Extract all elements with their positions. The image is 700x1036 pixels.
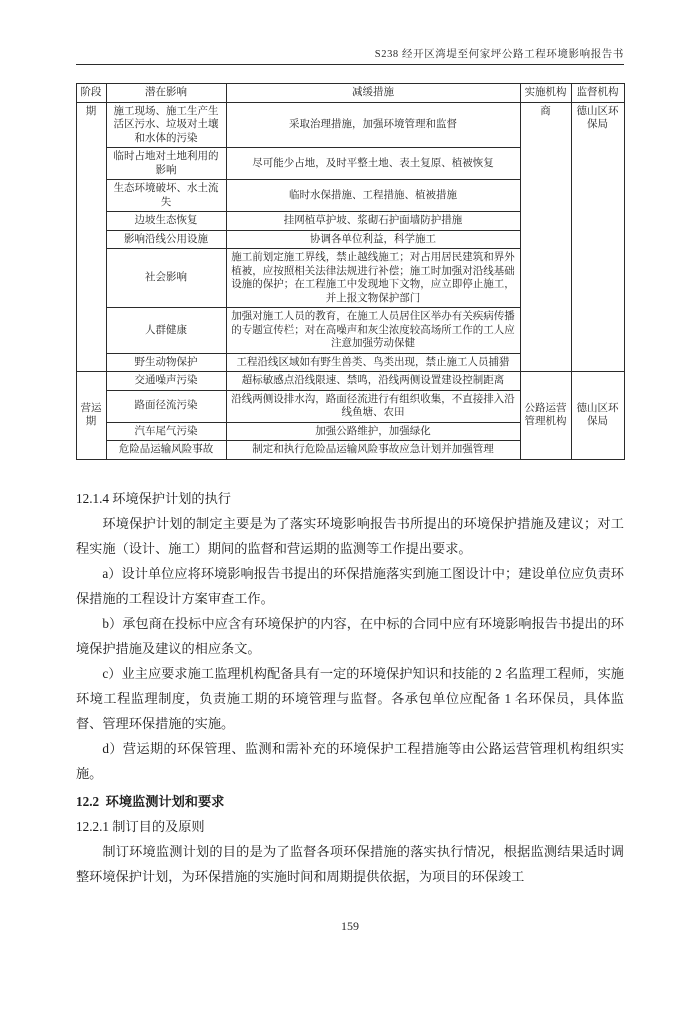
section-heading-12-1-4: 12.1.4 环境保护计划的执行 bbox=[76, 490, 231, 506]
measure-cell: 工程沿线区域如有野生兽类、鸟类出现，禁止施工人员捕猎 bbox=[226, 353, 520, 372]
page-number: 159 bbox=[341, 918, 359, 933]
running-header bbox=[76, 46, 624, 65]
table-header-row bbox=[76, 84, 624, 103]
mitigation-measures-table bbox=[76, 83, 625, 460]
col-header-implementer: 实施机构 bbox=[520, 84, 571, 103]
measure-cell: 施工前划定施工界线，禁止越线施工；对占用居民建筑和界外植被，应按照相关法律法规进行补偿；施工时加强对沿线基础设施的保护；在工程施工中发现地下文物，应立即停止施工，并上报文物保护部门 bbox=[226, 249, 520, 308]
measure-cell: 协调各单位利益，科学施工 bbox=[226, 230, 520, 249]
stage-cell-construction: 期 bbox=[76, 102, 106, 372]
impact-cell: 野生动物保护 bbox=[106, 353, 226, 372]
measure-cell: 沿线两侧设排水沟，路面径流进行有组织收集，不直接排入沿线鱼塘、农田 bbox=[226, 390, 520, 422]
table-row bbox=[76, 372, 624, 391]
col-header-supervisor: 监督机构 bbox=[571, 84, 624, 103]
table-row bbox=[76, 102, 624, 148]
paragraph-12-2-1: 制订环境监测计划的目的是为了监督各项环保措施的落实执行情况，根据监测结果适时调整环境保护计划，为环保措施的实施时间和周期提供依据，为项目的环保竣工 bbox=[76, 843, 624, 884]
col-header-measure: 减缓措施 bbox=[226, 84, 520, 103]
report-title: S238 经开区湾堤至何家坪公路工程环境影响报告书 bbox=[374, 49, 624, 60]
impact-cell: 汽车尾气污染 bbox=[106, 422, 226, 441]
col-header-stage: 阶段 bbox=[76, 84, 106, 103]
impact-cell: 社会影响 bbox=[106, 249, 226, 308]
paragraph-item-a: a）设计单位应将环境影响报告书提出的环保措施落实到施工图设计中；建设单位应负责环保措施的工程设计方案审查工作。 bbox=[76, 565, 624, 606]
stage-cell-operation: 营运期 bbox=[76, 372, 106, 460]
col-header-impact: 潜在影响 bbox=[106, 84, 226, 103]
paragraph-item-c: c）业主应要求施工监理机构配备具有一定的环境保护知识和技能的 2 名监理工程师，实施环境工程监理制度，负责施工期的环境管理与监督。各承包单位应配备 1 名环保员，具体监督、管理环保措施的实施。 bbox=[76, 665, 624, 731]
impact-cell: 交通噪声污染 bbox=[106, 372, 226, 391]
impact-cell: 临时占地对土地利用的影响 bbox=[106, 148, 226, 180]
measure-cell: 采取治理措施，加强环境管理和监督 bbox=[226, 102, 520, 148]
impact-cell: 影响沿线公用设施 bbox=[106, 230, 226, 249]
measure-cell: 临时水保措施、工程措施、植被措施 bbox=[226, 180, 520, 212]
measure-cell: 超标敏感点沿线限速、禁鸣，沿线两侧设置建设控制距离 bbox=[226, 372, 520, 391]
supervisor-cell-operation: 德山区环保局 bbox=[571, 372, 624, 460]
section-heading-12-2: 12.2 环境监测计划和要求 bbox=[76, 793, 225, 809]
impact-cell: 生态环境破坏、水土流失 bbox=[106, 180, 226, 212]
supervisor-cell-construction: 德山区环保局 bbox=[571, 102, 624, 372]
implementer-cell-operation: 公路运营管理机构 bbox=[520, 372, 571, 460]
implementer-cell-construction: 商 bbox=[520, 102, 571, 372]
body-text-block bbox=[76, 486, 624, 889]
impact-cell: 施工现场、施工生产生活区污水、垃圾对土壤和水体的污染 bbox=[106, 102, 226, 148]
impact-cell: 边坡生态恢复 bbox=[106, 212, 226, 231]
measure-cell: 加强公路维护，加强绿化 bbox=[226, 422, 520, 441]
impact-cell: 路面径流污染 bbox=[106, 390, 226, 422]
section-heading-12-2-1: 12.2.1 制订目的及原则 bbox=[76, 818, 205, 834]
measure-cell: 尽可能少占地，及时平整土地、表土复原、植被恢复 bbox=[226, 148, 520, 180]
measure-cell: 加强对施工人员的教育，在施工人员居住区举办有关疾病传播的专题宣传栏；对在高噪声和灰尘浓度较高场所工作的工人应注意加强劳动保健 bbox=[226, 308, 520, 354]
impact-cell: 危险品运输风险事故 bbox=[106, 441, 226, 460]
paragraph-intro: 环境保护计划的制定主要是为了落实环境影响报告书所提出的环境保护措施及建议；对工程实施（设计、施工）期间的监督和营运期的监测等工作提出要求。 bbox=[76, 515, 624, 556]
document-page bbox=[0, 46, 700, 1036]
measure-cell: 制定和执行危险品运输风险事故应急计划并加强管理 bbox=[226, 441, 520, 460]
measure-cell: 挂网植草护坡、浆砌石护面墙防护措施 bbox=[226, 212, 520, 231]
impact-cell: 人群健康 bbox=[106, 308, 226, 354]
paragraph-item-b: b）承包商在投标中应含有环境保护的内容，在中标的合同中应有环境影响报告书提出的环境保护措施及建议的相应条文。 bbox=[76, 615, 624, 656]
paragraph-item-d: d）营运期的环保管理、监测和需补充的环境保护工程措施等由公路运营管理机构组织实施。 bbox=[76, 740, 624, 781]
